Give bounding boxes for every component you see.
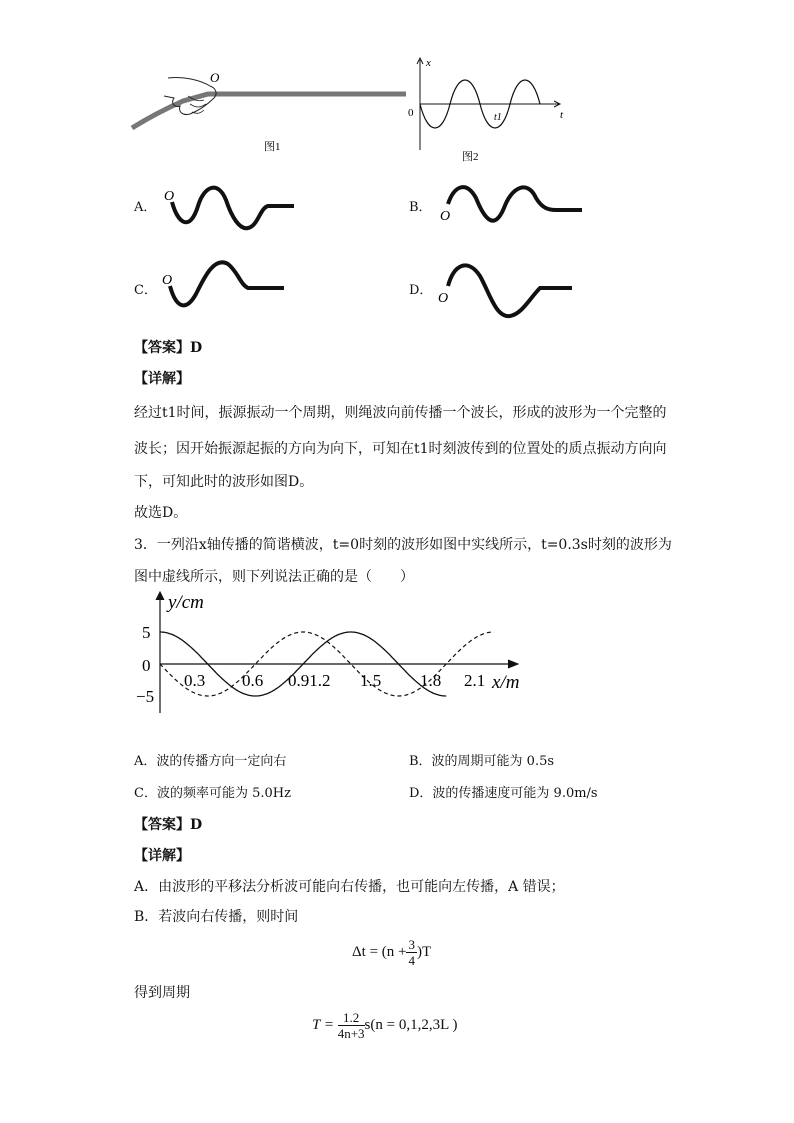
q2-option-d-wave[interactable] bbox=[436, 254, 576, 324]
formula2-lhs: T = bbox=[312, 1016, 334, 1033]
formula1-num: 3 bbox=[408, 937, 415, 952]
svg-text:O: O bbox=[440, 209, 451, 224]
chart-x-arrow bbox=[508, 660, 518, 668]
fig2-label: 图2 bbox=[462, 151, 479, 163]
q2-option-b-letter[interactable]: B． bbox=[409, 200, 432, 215]
q2-option-a-letter[interactable]: A． bbox=[134, 200, 157, 215]
formula2-num: 1.2 bbox=[338, 1010, 365, 1026]
formula2-rhs: s(n = 0,1,2,3L ) bbox=[364, 1016, 458, 1033]
chart-xtick-0.3: 0.3 bbox=[184, 671, 206, 690]
q3-option-a[interactable]: A．波的传播方向一定向右 bbox=[134, 754, 287, 769]
q3-detail-a: A．由波形的平移法分析波可能向右传播，也可能向左传播，A 错误； bbox=[134, 879, 565, 895]
formula2-den: 4n+3 bbox=[337, 1026, 365, 1041]
q3-get-period: 得到周期 bbox=[134, 985, 190, 1001]
formula-delta-t bbox=[352, 937, 431, 968]
svg-text:O: O bbox=[162, 273, 173, 288]
q2-detail-line-3: 下，可知此时的波形如图D。 bbox=[134, 474, 314, 490]
chart-xtick-1.8: 1.8 bbox=[420, 671, 442, 690]
q3-wave-chart bbox=[128, 588, 548, 718]
chart-xtick-1.5: 1.5 bbox=[360, 671, 382, 690]
q2-detail-title: 【详解】 bbox=[134, 371, 190, 387]
q3-option-d[interactable]: D．波的传播速度可能为 9.0m/s bbox=[409, 786, 598, 801]
q3-stem-line-1: 3．一列沿x轴传播的简谐横波，t=0时刻的波形如图中实线所示，t=0.3s时刻的波形为 bbox=[134, 537, 672, 553]
formula1-den: 4 bbox=[408, 953, 415, 968]
q3-option-b[interactable]: B．波的周期可能为 0.5s bbox=[409, 754, 555, 769]
q2-option-a-wave[interactable] bbox=[160, 178, 300, 234]
q3-answer: 【答案】D bbox=[134, 817, 203, 833]
q2-detail-line-2: 波长；因开始振源起振的方向为向下，可知在t1时刻波传到的位置处的质点振动方向向 bbox=[134, 441, 667, 457]
fig2-axis-x: x bbox=[426, 57, 431, 69]
q2-conclusion: 故选D。 bbox=[134, 505, 188, 521]
chart-ytick-5: 5 bbox=[142, 623, 151, 642]
chart-y-arrow bbox=[156, 592, 164, 600]
formula-period bbox=[312, 1010, 457, 1041]
formula1-rhs: )T bbox=[416, 943, 432, 960]
chart-xtick-0.9-1.2: 0.91.2 bbox=[288, 671, 331, 690]
q2-option-c-letter[interactable]: C． bbox=[134, 283, 157, 298]
fig2-axis-t: t bbox=[560, 109, 564, 121]
q3-detail-title: 【详解】 bbox=[134, 848, 190, 864]
q2-option-c-wave[interactable] bbox=[160, 254, 290, 316]
figure-2-xt-graph bbox=[400, 56, 580, 166]
q3-option-c[interactable]: C．波的频率可能为 5.0Hz bbox=[134, 786, 291, 801]
chart-ytick-neg5: −5 bbox=[136, 687, 155, 706]
q2-answer: 【答案】D bbox=[134, 340, 203, 356]
q2-option-b-wave[interactable] bbox=[436, 178, 586, 234]
chart-xlabel: x/m bbox=[492, 672, 520, 693]
q3-stem-line-2: 图中虚线所示，则下列说法正确的是（ ） bbox=[134, 569, 414, 585]
fig2-t1: t1 bbox=[494, 112, 502, 123]
formula1-lhs: Δt = (n + bbox=[352, 943, 407, 960]
figure-1-rope bbox=[128, 66, 410, 152]
fig1-point-o: O bbox=[210, 70, 220, 85]
q2-option-d-letter[interactable]: D． bbox=[409, 283, 433, 298]
chart-xtick-0.6: 0.6 bbox=[242, 671, 264, 690]
q3-detail-b: B．若波向右传播，则时间 bbox=[134, 909, 299, 925]
q2-detail-line-1: 经过t1时间，振源振动一个周期，则绳波向前传播一个波长，形成的波形为一个完整的 bbox=[134, 405, 667, 421]
chart-xtick-2.1: 2.1 bbox=[464, 671, 486, 690]
chart-ytick-0: 0 bbox=[142, 656, 151, 675]
chart-ylabel: y/cm bbox=[168, 592, 204, 613]
svg-text:O: O bbox=[438, 291, 449, 306]
fig2-origin: 0 bbox=[408, 107, 414, 119]
fig1-label: 图1 bbox=[264, 141, 281, 152]
svg-text:O: O bbox=[164, 189, 175, 204]
